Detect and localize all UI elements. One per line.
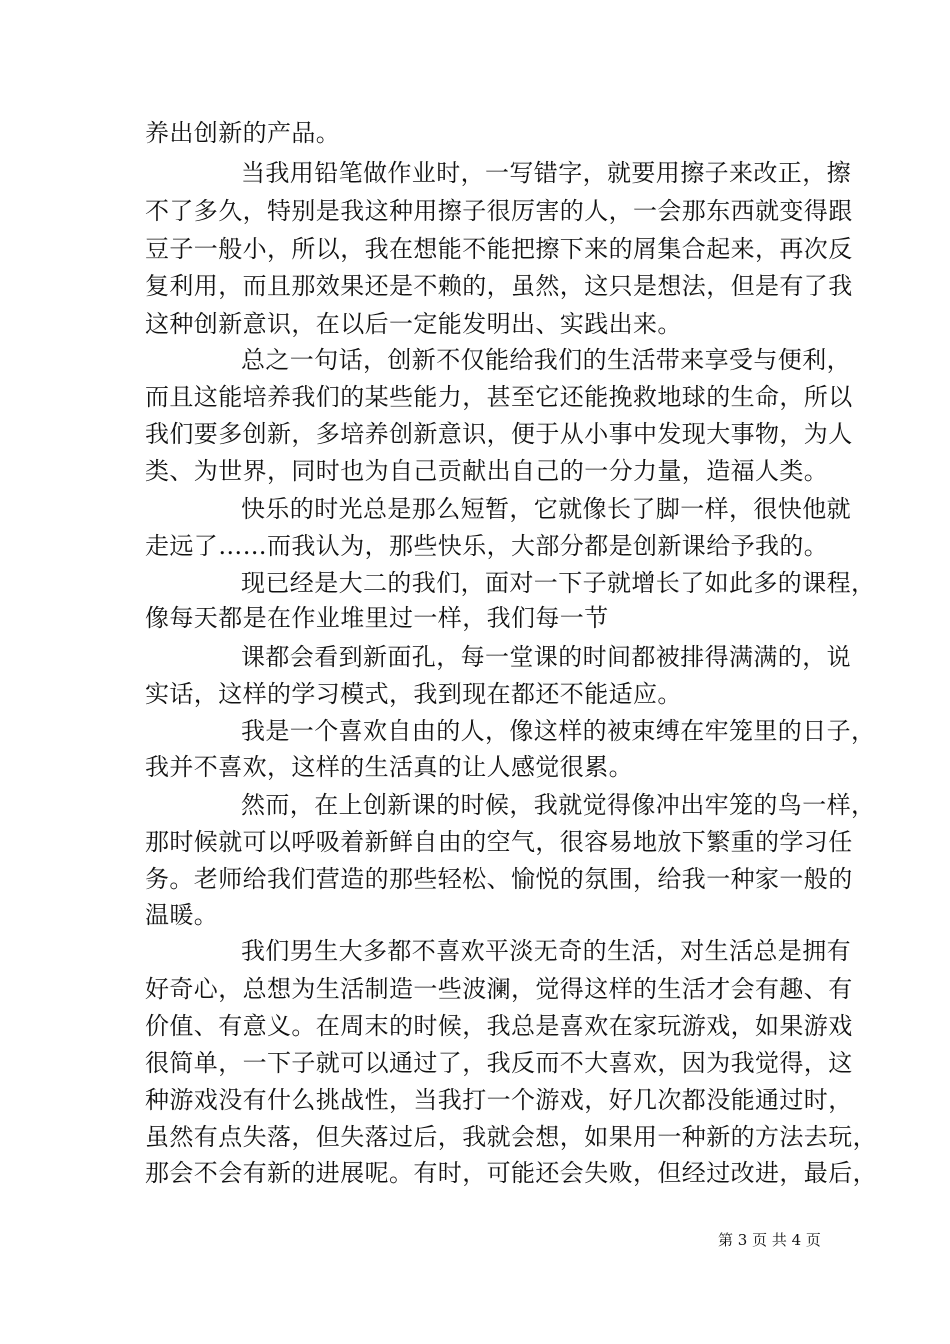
paragraph-first-line: 我是一个喜欢自由的人，像这样的被束缚在牢笼里的日子，	[241, 717, 876, 745]
text-line: 类、为世界，同时也为自己贡献出自己的一分力量，造福人类。	[145, 457, 829, 485]
text-line: 这种创新意识，在以后一定能发明出、实践出来。	[145, 310, 682, 338]
paragraph-first-line: 现已经是大二的我们，面对一下子就增长了如此多的课程，	[241, 569, 876, 597]
text-line: 种游戏没有什么挑战性，当我打一个游戏，好几次都没能通过时，	[145, 1086, 853, 1114]
text-line: 豆子一般小，所以，我在想能不能把擦下来的屑集合起来，再次反	[145, 235, 853, 263]
paragraph-first-line: 课都会看到新面孔，每一堂课的时间都被排得满满的，说	[241, 643, 851, 671]
text-line: 像每天都是在作业堆里过一样，我们每一节	[145, 604, 609, 632]
text-line: 温暖。	[145, 901, 219, 929]
text-line: 不了多久，特别是我这种用擦子很厉害的人，一会那东西就变得跟	[145, 197, 853, 225]
text-line: 我并不喜欢，这样的生活真的让人感觉很累。	[145, 753, 633, 781]
text-line: 很简单，一下子就可以通过了，我反而不大喜欢，因为我觉得，这	[145, 1049, 853, 1077]
text-line: 那会不会有新的进展呢。有时，可能还会失败，但经过改进，最后，	[145, 1159, 877, 1187]
page-number: 第 3 页 共 4 页	[718, 1231, 821, 1249]
text-line: 而且这能培养我们的某些能力，甚至它还能挽救地球的生命，所以	[145, 383, 853, 411]
text-line: 那时候就可以呼吸着新鲜自由的空气，很容易地放下繁重的学习任	[145, 828, 853, 856]
text-line: 价值、有意义。在周末的时候，我总是喜欢在家玩游戏，如果游戏	[145, 1012, 853, 1040]
text-line: 养出创新的产品。	[145, 119, 341, 147]
text-line: 务。老师给我们营造的那些轻松、愉悦的氛围，给我一种家一般的	[145, 865, 853, 893]
paragraph-first-line: 我们男生大多都不喜欢平淡无奇的生活，对生活总是拥有	[241, 937, 851, 965]
paragraph-first-line: 快乐的时光总是那么短暂，它就像长了脚一样，很快他就	[241, 495, 851, 523]
text-line: 实话，这样的学习模式，我到现在都还不能适应。	[145, 680, 682, 708]
text-line: 好奇心，总想为生活制造一些波澜，觉得这样的生活才会有趣、有	[145, 975, 853, 1003]
text-line: 我们要多创新，多培养创新意识，便于从小事中发现大事物，为人	[145, 420, 853, 448]
text-line: 虽然有点失落，但失落过后，我就会想，如果用一种新的方法去玩，	[145, 1123, 877, 1151]
paragraph-first-line: 然而，在上创新课的时候，我就觉得像冲出牢笼的鸟一样，	[241, 791, 876, 819]
text-line: 复利用，而且那效果还是不赖的，虽然，这只是想法，但是有了我	[145, 272, 853, 300]
text-line: 走远了……而我认为，那些快乐，大部分都是创新课给予我的。	[145, 532, 829, 560]
paragraph-first-line: 当我用铅笔做作业时，一写错字，就要用擦子来改正，擦	[241, 159, 851, 187]
paragraph-first-line: 总之一句话，创新不仅能给我们的生活带来享受与便利，	[241, 346, 851, 374]
